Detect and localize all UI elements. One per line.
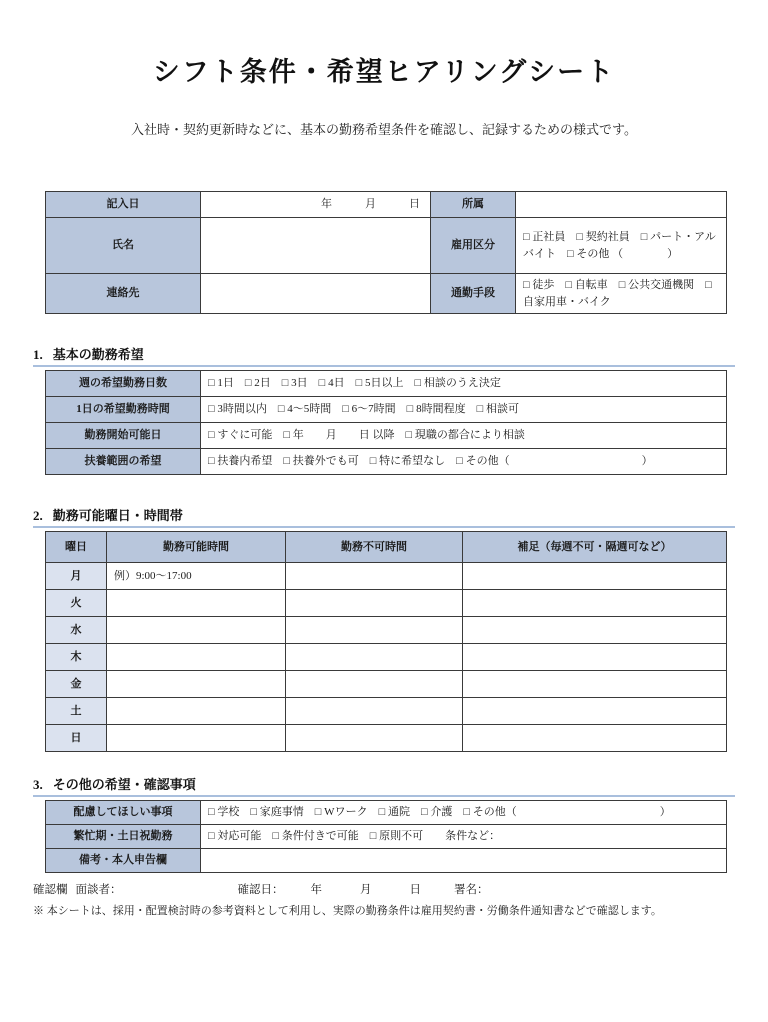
field-label-department: 所属 — [431, 192, 516, 218]
notes-cell — [463, 725, 727, 752]
day-label: 月 — [46, 563, 107, 590]
table-row-friday — [46, 671, 727, 698]
field-value-hours-per-day: □ 3時間以内 □ 4～5時間 □ 6～7時間 □ 8時間程度 □ 相談可 — [201, 397, 727, 423]
page-subtitle: 入社時・契約更新時などに、基本の勤務希望条件を確認し、記録するための様式です。 — [131, 122, 637, 137]
unavailable-time-cell — [286, 671, 463, 698]
day-label: 土 — [46, 698, 107, 725]
field-label-hours-per-day: 1日の希望勤務時間 — [46, 397, 201, 423]
month-label: 月 — [360, 884, 372, 896]
field-value-dependent-scope: □ 扶養内希望 □ 扶養外でも可 □ 特に希望なし □ その他（ ） — [201, 449, 727, 475]
day-label: 日 — [409, 884, 421, 896]
field-value-start-date: □ すぐに可能 □ 年 月 日 以降 □ 現職の都合により相談 — [201, 423, 727, 449]
table-row — [46, 371, 727, 397]
unavailable-time-cell — [286, 590, 463, 617]
footer-note: ※ 本シートは、採用・配置検討時の参考資料として利用し、実際の勤務条件は雇用契約書・労働条件通知書などで確認します。 — [33, 905, 662, 917]
section-title: その他の希望・確認事項 — [52, 777, 196, 792]
section-title: 基本の勤務希望 — [52, 347, 144, 362]
table-row — [46, 801, 727, 825]
table-row-wednesday — [46, 617, 727, 644]
table-row — [46, 825, 727, 849]
available-time-cell — [107, 671, 286, 698]
field-label-days-per-week: 週の希望勤務日数 — [46, 371, 201, 397]
field-label-commute: 通勤手段 — [431, 274, 516, 314]
section-title: 勤務可能曜日・時間帯 — [52, 508, 183, 523]
available-time-cell — [107, 617, 286, 644]
column-header-notes: 補足（毎週不可・隔週可など） — [463, 532, 727, 563]
table-row-tuesday — [46, 590, 727, 617]
section-heading-basic-preferences — [33, 344, 735, 367]
weekly-schedule-table — [45, 531, 727, 752]
day-label: 水 — [46, 617, 107, 644]
unavailable-time-cell — [286, 563, 463, 590]
column-header-day: 曜日 — [46, 532, 107, 563]
day-label: 木 — [46, 644, 107, 671]
field-value-name — [201, 218, 431, 274]
section-number: 2. — [33, 508, 43, 523]
available-time-cell — [107, 644, 286, 671]
year-label: 年 — [310, 884, 322, 896]
field-value-contact — [201, 274, 431, 314]
basic-info-table — [45, 191, 727, 314]
table-row-thursday — [46, 644, 727, 671]
section-heading-weekly-schedule — [33, 505, 735, 528]
available-time-cell — [107, 698, 286, 725]
day-label: 火 — [46, 590, 107, 617]
table-row-sunday — [46, 725, 727, 752]
field-value-remarks — [201, 849, 727, 873]
basic-preferences-table — [45, 370, 727, 475]
available-time-cell — [107, 725, 286, 752]
field-label-employment-type: 雇用区分 — [431, 218, 516, 274]
notes-cell — [463, 644, 727, 671]
field-value-days-per-week: □ 1日 □ 2日 □ 3日 □ 4日 □ 5日以上 □ 相談のうえ決定 — [201, 371, 727, 397]
section-number: 1. — [33, 347, 43, 362]
unavailable-time-cell — [286, 725, 463, 752]
table-row — [46, 192, 727, 218]
field-value-busy-season: □ 対応可能 □ 条件付きで可能 □ 原則不可 条件など： — [201, 825, 727, 849]
field-label-name: 氏名 — [46, 218, 201, 274]
unavailable-time-cell — [286, 617, 463, 644]
other-items-table — [45, 800, 727, 873]
table-row — [46, 849, 727, 873]
table-row — [46, 397, 727, 423]
table-row — [46, 449, 727, 475]
column-header-unavailable-time: 勤務不可時間 — [286, 532, 463, 563]
field-value-department — [516, 192, 727, 218]
unavailable-time-cell — [286, 644, 463, 671]
notes-cell — [463, 617, 727, 644]
field-label-remarks: 備考・本人申告欄 — [46, 849, 201, 873]
table-row — [46, 274, 727, 314]
notes-cell — [463, 590, 727, 617]
section-number: 3. — [33, 777, 43, 792]
available-time-cell: 例）9:00～17:00 — [107, 563, 286, 590]
field-label-dependent-scope: 扶養範囲の希望 — [46, 449, 201, 475]
unavailable-time-cell — [286, 698, 463, 725]
field-label-contact: 連絡先 — [46, 274, 201, 314]
day-label: 金 — [46, 671, 107, 698]
section-heading-other-items — [33, 774, 735, 797]
field-value-entry-date: 年 月 日 — [201, 192, 431, 218]
field-label-considerations: 配慮してほしい事項 — [46, 801, 201, 825]
table-row — [46, 218, 727, 274]
table-row — [46, 423, 727, 449]
interviewer-label: 面談者： — [75, 884, 122, 896]
day-label: 日 — [46, 725, 107, 752]
available-time-cell — [107, 590, 286, 617]
signature-label: 署名： — [454, 884, 489, 896]
column-header-available-time: 勤務可能時間 — [107, 532, 286, 563]
confirmation-line — [33, 881, 768, 897]
page-title: シフト条件・希望ヒアリングシート — [152, 57, 616, 87]
field-value-employment-type: □ 正社員 □ 契約社員 □ パート・アルバイト □ その他 （ ） — [516, 218, 727, 274]
table-row-saturday — [46, 698, 727, 725]
field-value-commute: □ 徒歩 □ 自転車 □ 公共交通機関 □ 自家用車・バイク — [516, 274, 727, 314]
confirm-date-label: 確認日： — [237, 884, 284, 896]
field-label-start-date: 勤務開始可能日 — [46, 423, 201, 449]
notes-cell — [463, 563, 727, 590]
field-label-busy-season: 繁忙期・土日祝勤務 — [46, 825, 201, 849]
field-label-entry-date: 記入日 — [46, 192, 201, 218]
notes-cell — [463, 698, 727, 725]
table-header-row — [46, 532, 727, 563]
notes-cell — [463, 671, 727, 698]
table-row-monday — [46, 563, 727, 590]
confirmation-label: 確認欄 — [33, 884, 68, 896]
field-value-considerations: □ 学校 □ 家庭事情 □ Wワーク □ 通院 □ 介護 □ その他（ ） — [201, 801, 727, 825]
